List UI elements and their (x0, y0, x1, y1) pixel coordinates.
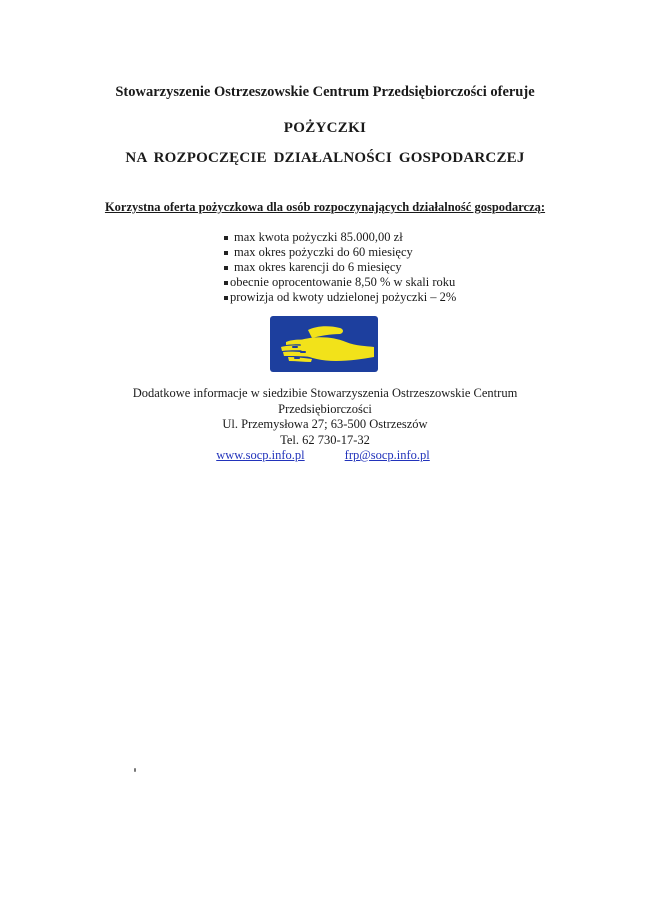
website-link[interactable]: www.socp.info.pl (216, 448, 305, 462)
bullet-icon (224, 236, 228, 240)
list-item (224, 245, 524, 260)
offer-list (224, 230, 524, 305)
organization-line: Stowarzyszenie Ostrzeszowskie Centrum Przedsiębiorczości oferuje (115, 84, 535, 100)
contact-block (0, 386, 650, 464)
bullet-icon (224, 296, 228, 300)
list-item-text: max okres pożyczki do 60 miesięcy (234, 245, 413, 259)
list-item (224, 260, 524, 275)
list-item-text: obecnie oprocentowanie 8,50 % w skali roku (230, 275, 456, 289)
list-item-text: max okres karencji do 6 miesięcy (234, 260, 402, 274)
list-item (224, 290, 524, 305)
list-item (224, 275, 524, 290)
yellow-hand-icon (270, 316, 378, 372)
bullet-icon (224, 266, 228, 270)
bullet-icon (224, 251, 228, 255)
list-item (224, 230, 524, 245)
contact-info-line-continued: Przedsiębiorczości (278, 401, 372, 416)
contact-links (0, 448, 648, 464)
bullet-icon (224, 281, 228, 285)
list-item-text: prowizja od kwoty udzielonej pożyczki – 2% (230, 290, 457, 304)
scan-speck (134, 768, 136, 772)
offer-heading: Korzystna oferta pożyczkowa dla osób rozpoczynających działalność gospodarczą: (104, 200, 546, 214)
contact-phone: Tel. 62 730-17-32 (280, 432, 370, 447)
contact-info-line: Dodatkowe informacje w siedzibie Stowarzyszenia Ostrzeszowskie Centrum (132, 386, 518, 400)
document-subtitle: NA ROZPOCZĘCIE DZIAŁALNOŚCI GOSPODARCZEJ (125, 150, 525, 166)
contact-address: Ul. Przemysłowa 27; 63-500 Ostrzeszów (222, 417, 428, 431)
list-item-text: max kwota pożyczki 85.000,00 zł (234, 230, 403, 244)
document-title: POŻYCZKI (283, 120, 367, 136)
organization-logo (270, 316, 378, 372)
email-link[interactable]: frp@socp.info.pl (344, 448, 430, 462)
